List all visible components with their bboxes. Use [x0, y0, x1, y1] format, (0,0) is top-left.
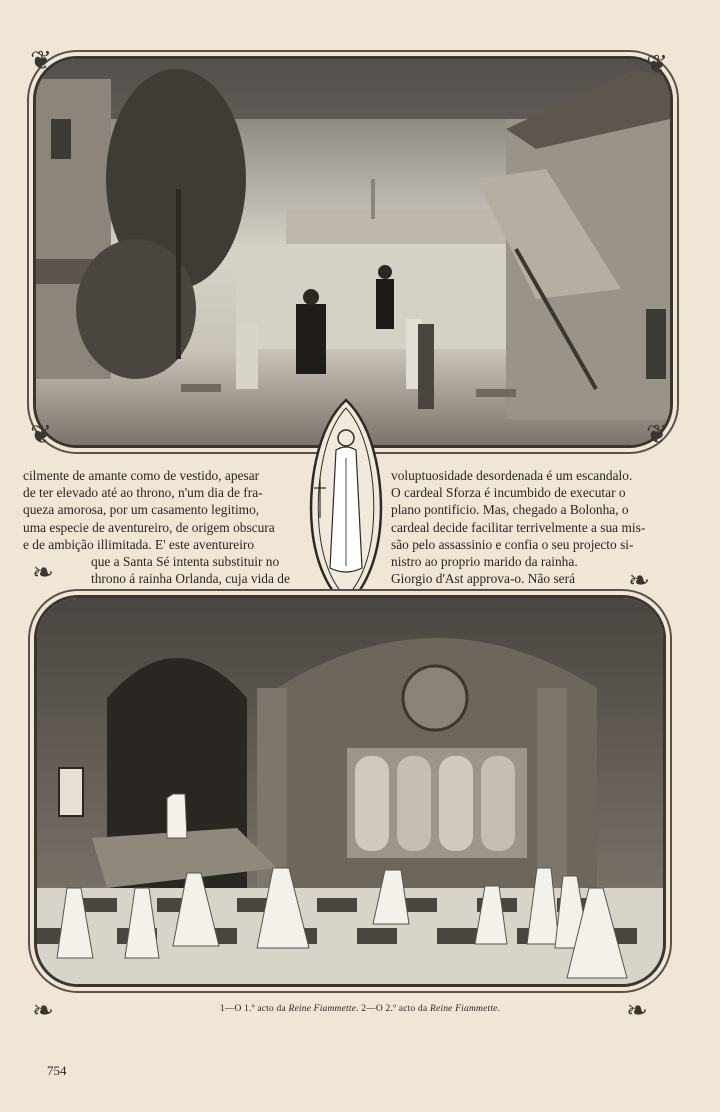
text-line: queza amorosa, por um casamento legitimo, [23, 502, 260, 518]
page-number: 754 [47, 1063, 67, 1078]
text-line: uma especie de aventureiro, de origem obscura [23, 519, 275, 535]
ornament-scroll-icon: ❧ [32, 558, 54, 587]
text-line: plano pontificio. Mas, chegado a Bolonha, o [391, 502, 629, 518]
ornament-scroll-icon: ❦ [646, 50, 668, 79]
photo-act-2-stage-scene [34, 595, 666, 987]
ornament-scroll-icon: ❦ [30, 46, 52, 75]
text-line: cilmente de amante como de vestido, apesar [23, 468, 260, 483]
church-interior-illustration [37, 598, 663, 984]
text-line: e de ambição illimitada. E' este aventureiro [23, 536, 255, 552]
text-line: O cardeal Sforza é incumbido de executar o [391, 485, 626, 501]
caption-part: 1—O 1.º acto da [219, 1004, 289, 1014]
text-line: Giorgio d'Ast approva-o. Não será [391, 571, 576, 587]
ornament-scroll-icon: ❦ [30, 420, 52, 449]
photo-act-1-stage-scene [33, 56, 673, 448]
ornament-scroll-icon: ❧ [626, 996, 648, 1025]
ornament-scroll-icon: ❦ [646, 420, 668, 449]
caption-title-italic: Reine Fiammette [429, 1004, 498, 1014]
text-line: que a Santa Sé intenta substituir no [91, 554, 280, 570]
text-line: throno á rainha Orlanda, cuja vida de [91, 571, 290, 587]
text-line: voluptuosidade desordenada é um escandalo. [391, 468, 633, 483]
ornament-scroll-icon: ❧ [628, 566, 650, 595]
text-column-right [391, 467, 697, 587]
stage-scene-illustration [36, 59, 670, 445]
caption-title-italic: Reine Fiammette [288, 1004, 357, 1014]
text-line: cardeal decide facilitar terrivelmente a sua mis- [391, 519, 646, 535]
text-line: são pelo assassinio e confia o seu projecto si- [391, 536, 634, 552]
text-line: de ter elevado até ao throno, n'um dia de fra- [23, 485, 263, 501]
caption-part: . 2—O 2.º acto da [356, 1004, 430, 1014]
caption-part: . [497, 1004, 501, 1014]
figure-caption [0, 1004, 720, 1014]
ornament-scroll-icon: ❧ [32, 996, 54, 1025]
text-column-left [23, 467, 333, 587]
text-line: nistro ao proprio marido da rainha. [391, 554, 578, 570]
